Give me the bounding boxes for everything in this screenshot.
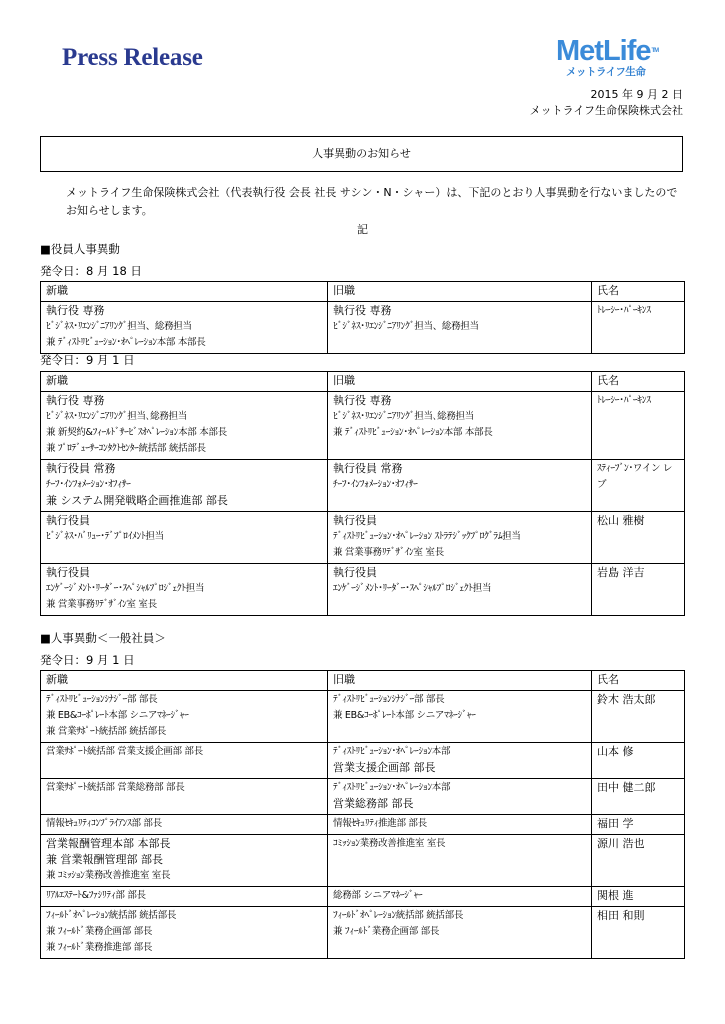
person-name: ｽﾃｨｰﾌﾞﾝ･ワイン レブ <box>597 463 673 490</box>
person-name-cell <box>592 907 685 959</box>
position-line: ﾃﾞｨｽﾄﾘﾋﾞｭｰｼｮﾝ･ｵﾍﾟﾚｰｼｮﾝ本部 <box>333 746 451 757</box>
old-position-cell <box>328 302 592 354</box>
position-line: 執行役員 <box>46 514 90 527</box>
position-line: 兼 ﾌﾟﾛﾃﾞｭｰｻｰｺﾝﾀｸﾄｾﾝﾀｰ統括部 統括部長 <box>46 443 206 454</box>
position-line: ﾃﾞｨｽﾄﾘﾋﾞｭｰｼｮﾝ･ｵﾍﾟﾚｰｼｮﾝ ｽﾄﾗﾃｼﾞｯｸﾌﾟﾛｸﾞﾗﾑ担当 <box>333 531 521 542</box>
logo-tm: TM <box>651 48 659 54</box>
table-header-row <box>41 372 685 392</box>
table-row <box>41 460 685 512</box>
position-line: 執行役員 <box>333 566 377 579</box>
person-name: ﾄﾚｰｼｰ･ﾊﾟｰｷﾝｽ <box>597 395 651 406</box>
person-name-cell <box>592 460 685 512</box>
logo-sub-text: メットライフ生命 <box>566 66 646 78</box>
position-line: 執行役員 <box>46 566 90 579</box>
person-name-cell <box>592 512 685 564</box>
person-name-cell <box>592 887 685 907</box>
position-line: 兼 営業ｻﾎﾟｰﾄ統括部 統括部長 <box>46 726 166 737</box>
header-name: 氏名 <box>592 282 685 302</box>
old-position-cell <box>328 743 592 779</box>
person-name: 田中 健二郎 <box>597 781 656 794</box>
logo-main-text: MetLife <box>556 35 651 67</box>
person-name-cell <box>592 392 685 460</box>
position-line: 営業報酬管理本部 本部長 <box>46 837 171 850</box>
notice-title-box: 人事異動のお知らせ <box>40 136 683 172</box>
header-old-position: 旧職 <box>328 372 592 392</box>
table-row <box>41 691 685 743</box>
position-line: 兼 営業事務ﾘﾃﾞｻﾞｲﾝ室 室長 <box>333 547 444 558</box>
position-line: ﾃﾞｨｽﾄﾘﾋﾞｭｰｼｮﾝｼﾅｼﾞｰ部 部長 <box>46 694 158 705</box>
position-line: 兼 営業事務ﾘﾃﾞｻﾞｲﾝ室 室長 <box>46 599 157 610</box>
person-name-cell <box>592 691 685 743</box>
metlife-logo <box>556 36 676 86</box>
position-line: ﾘｱﾙｴｽﾃｰﾄ&ﾌｧｼﾘﾃｨ部 部長 <box>46 890 146 901</box>
position-line: 兼 営業報酬管理部 部長 <box>46 853 163 866</box>
position-line: ﾃﾞｨｽﾄﾘﾋﾞｭｰｼｮﾝｼﾅｼﾞｰ部 部長 <box>333 694 445 705</box>
new-position-cell <box>41 392 328 460</box>
position-line: 兼 新契約&ﾌｨｰﾙﾄﾞｻｰﾋﾞｽｵﾍﾟﾚｰｼｮﾝ本部 本部長 <box>46 427 227 438</box>
position-line: 執行役 専務 <box>46 394 105 407</box>
position-line: 兼 ﾃﾞｨｽﾄﾘﾋﾞｭｰｼｮﾝ･ｵﾍﾟﾚｰｼｮﾝ本部 本部長 <box>46 337 206 348</box>
header-new-position: 新職 <box>41 671 328 691</box>
new-position-cell <box>41 743 328 779</box>
position-line: 情報ｾｷｭﾘﾃｨｺﾝﾌﾟﾗｲｱﾝｽ部 部長 <box>46 818 162 829</box>
position-line: ﾌｨｰﾙﾄﾞｵﾍﾟﾚｰｼｮﾝ統括部 統括部長 <box>333 910 464 921</box>
person-name: 関根 進 <box>597 889 634 902</box>
table-row <box>41 815 685 835</box>
position-line: 兼 システム開発戦略企画推進部 部長 <box>46 494 228 507</box>
table-row <box>41 907 685 959</box>
executive-table-aug18 <box>40 281 685 354</box>
person-name-cell <box>592 815 685 835</box>
old-position-cell <box>328 392 592 460</box>
person-name: 山本 修 <box>597 745 634 758</box>
person-name-cell <box>592 564 685 616</box>
position-line: ﾋﾞｼﾞﾈｽ･ﾘｴﾝｼﾞﾆｱﾘﾝｸﾞ担当、総務担当 <box>46 321 192 332</box>
effective-date-aug18: 発令日：8 月 18 日 <box>40 264 142 278</box>
header-name: 氏名 <box>592 671 685 691</box>
company-name: メットライフ生命保険株式会社 <box>529 104 683 117</box>
position-line: 執行役 専務 <box>46 304 105 317</box>
position-line: 兼 EB&ｺｰﾎﾟﾚｰﾄ本部 シニアﾏﾈｰｼﾞｬｰ <box>46 710 189 721</box>
person-name-cell <box>592 835 685 887</box>
executive-table-sep1 <box>40 371 685 616</box>
intro-paragraph: メットライフ生命保険株式会社（代表執行役 会長 社長 サシン・N・シャー）は、下記のとおり人事異動を行ないましたのでお知らせします。 <box>66 186 678 217</box>
position-line: 兼 ｺﾐｯｼｮﾝ業務改善推進室 室長 <box>46 870 171 881</box>
header-old-position: 旧職 <box>328 671 592 691</box>
old-position-cell <box>328 512 592 564</box>
position-line: 営業支援企画部 部長 <box>333 761 436 774</box>
position-line: ｴﾝｹﾞｰｼﾞﾒﾝﾄ･ﾘｰﾀﾞｰ･ｽﾍﾟｼｬﾙﾌﾟﾛｼﾞｪｸﾄ担当 <box>46 583 205 594</box>
effective-date-sep1-staff: 発令日：9 月 1 日 <box>40 653 135 667</box>
position-line: 営業ｻﾎﾟｰﾄ統括部 営業総務部 部長 <box>46 782 185 793</box>
old-position-cell <box>328 815 592 835</box>
table-row <box>41 835 685 887</box>
position-line: ﾋﾞｼﾞﾈｽ･ﾊﾞﾘｭｰ･ﾃﾞﾌﾟﾛｲﾒﾝﾄ担当 <box>46 531 164 542</box>
person-name: ﾄﾚｰｼｰ･ﾊﾟｰｷﾝｽ <box>597 305 651 316</box>
header-name: 氏名 <box>592 372 685 392</box>
person-name: 岩島 洋吉 <box>597 566 645 579</box>
table-row <box>41 302 685 354</box>
position-line: 兼 ﾌｨｰﾙﾄﾞ業務推進部 部長 <box>46 942 153 953</box>
new-position-cell <box>41 815 328 835</box>
table-header-row <box>41 282 685 302</box>
old-position-cell <box>328 691 592 743</box>
header-new-position: 新職 <box>41 282 328 302</box>
person-name-cell <box>592 779 685 815</box>
effective-date-sep1-exec: 発令日：9 月 1 日 <box>40 353 135 367</box>
person-name: 源川 浩也 <box>597 837 645 850</box>
old-position-cell <box>328 460 592 512</box>
position-line: 執行役員 <box>333 514 377 527</box>
position-line: ﾁｰﾌ･ｲﾝﾌｫﾒｰｼｮﾝ･ｵﾌｨｻｰ <box>46 479 131 490</box>
new-position-cell <box>41 779 328 815</box>
table-row <box>41 392 685 460</box>
table-row <box>41 564 685 616</box>
old-position-cell <box>328 887 592 907</box>
position-line: 兼 ﾌｨｰﾙﾄﾞ業務企画部 部長 <box>46 926 153 937</box>
person-name: 鈴木 浩太郎 <box>597 693 656 706</box>
press-release-title: Press Release <box>62 44 203 71</box>
position-line: ﾁｰﾌ･ｲﾝﾌｫﾒｰｼｮﾝ･ｵﾌｨｻｰ <box>333 479 418 490</box>
person-name: 福田 学 <box>597 817 634 830</box>
person-name: 松山 雅樹 <box>597 514 645 527</box>
new-position-cell <box>41 691 328 743</box>
position-line: 執行役 専務 <box>333 304 392 317</box>
old-position-cell <box>328 835 592 887</box>
position-line: 情報ｾｷｭﾘﾃｨ推進部 部長 <box>333 818 427 829</box>
position-line: ｴﾝｹﾞｰｼﾞﾒﾝﾄ･ﾘｰﾀﾞｰ･ｽﾍﾟｼｬﾙﾌﾟﾛｼﾞｪｸﾄ担当 <box>333 583 492 594</box>
person-name-cell <box>592 743 685 779</box>
section-employees-heading: ■人事異動＜一般社員＞ <box>40 631 166 645</box>
old-position-cell <box>328 907 592 959</box>
release-date: 2015 年 9 月 2 日 <box>590 88 683 101</box>
position-line: ﾌｨｰﾙﾄﾞｵﾍﾟﾚｰｼｮﾝ統括部 統括部長 <box>46 910 177 921</box>
position-line: 兼 ﾃﾞｨｽﾄﾘﾋﾞｭｰｼｮﾝ･ｵﾍﾟﾚｰｼｮﾝ本部 本部長 <box>333 427 493 438</box>
position-line: ﾋﾞｼﾞﾈｽ･ﾘｴﾝｼﾞﾆｱﾘﾝｸﾞ担当､総務担当 <box>46 411 187 422</box>
new-position-cell <box>41 907 328 959</box>
new-position-cell <box>41 887 328 907</box>
position-line: 兼 EB&ｺｰﾎﾟﾚｰﾄ本部 シニアﾏﾈｰｼﾞｬｰ <box>333 710 476 721</box>
new-position-cell <box>41 564 328 616</box>
employee-table-sep1 <box>40 670 685 959</box>
new-position-cell <box>41 460 328 512</box>
old-position-cell <box>328 779 592 815</box>
position-line: ﾋﾞｼﾞﾈｽ･ﾘｴﾝｼﾞﾆｱﾘﾝｸﾞ担当、総務担当 <box>333 321 479 332</box>
position-line: 兼 ﾌｨｰﾙﾄﾞ業務企画部 部長 <box>333 926 440 937</box>
section-executives-heading: ■役員人事異動 <box>40 242 120 256</box>
position-line: 総務部 シニアﾏﾈｰｼﾞｬｰ <box>333 890 423 901</box>
new-position-cell <box>41 835 328 887</box>
old-position-cell <box>328 564 592 616</box>
position-line: 執行役 専務 <box>333 394 392 407</box>
header-old-position: 旧職 <box>328 282 592 302</box>
table-row <box>41 779 685 815</box>
table-row <box>41 887 685 907</box>
new-position-cell <box>41 302 328 354</box>
position-line: ﾃﾞｨｽﾄﾘﾋﾞｭｰｼｮﾝ･ｵﾍﾟﾚｰｼｮﾝ本部 <box>333 782 451 793</box>
position-line: ｺﾐｯｼｮﾝ業務改善推進室 室長 <box>333 838 446 849</box>
table-row <box>41 743 685 779</box>
position-line: 営業総務部 部長 <box>333 797 414 810</box>
new-position-cell <box>41 512 328 564</box>
person-name: 相田 和則 <box>597 909 645 922</box>
header-new-position: 新職 <box>41 372 328 392</box>
position-line: 営業ｻﾎﾟｰﾄ統括部 営業支援企画部 部長 <box>46 746 203 757</box>
ki-mark: 記 <box>357 223 368 236</box>
position-line: ﾋﾞｼﾞﾈｽ･ﾘｴﾝｼﾞﾆｱﾘﾝｸﾞ担当､総務担当 <box>333 411 474 422</box>
position-line: 執行役員 常務 <box>46 462 116 475</box>
position-line: 執行役員 常務 <box>333 462 403 475</box>
table-header-row <box>41 671 685 691</box>
table-row <box>41 512 685 564</box>
person-name-cell <box>592 302 685 354</box>
